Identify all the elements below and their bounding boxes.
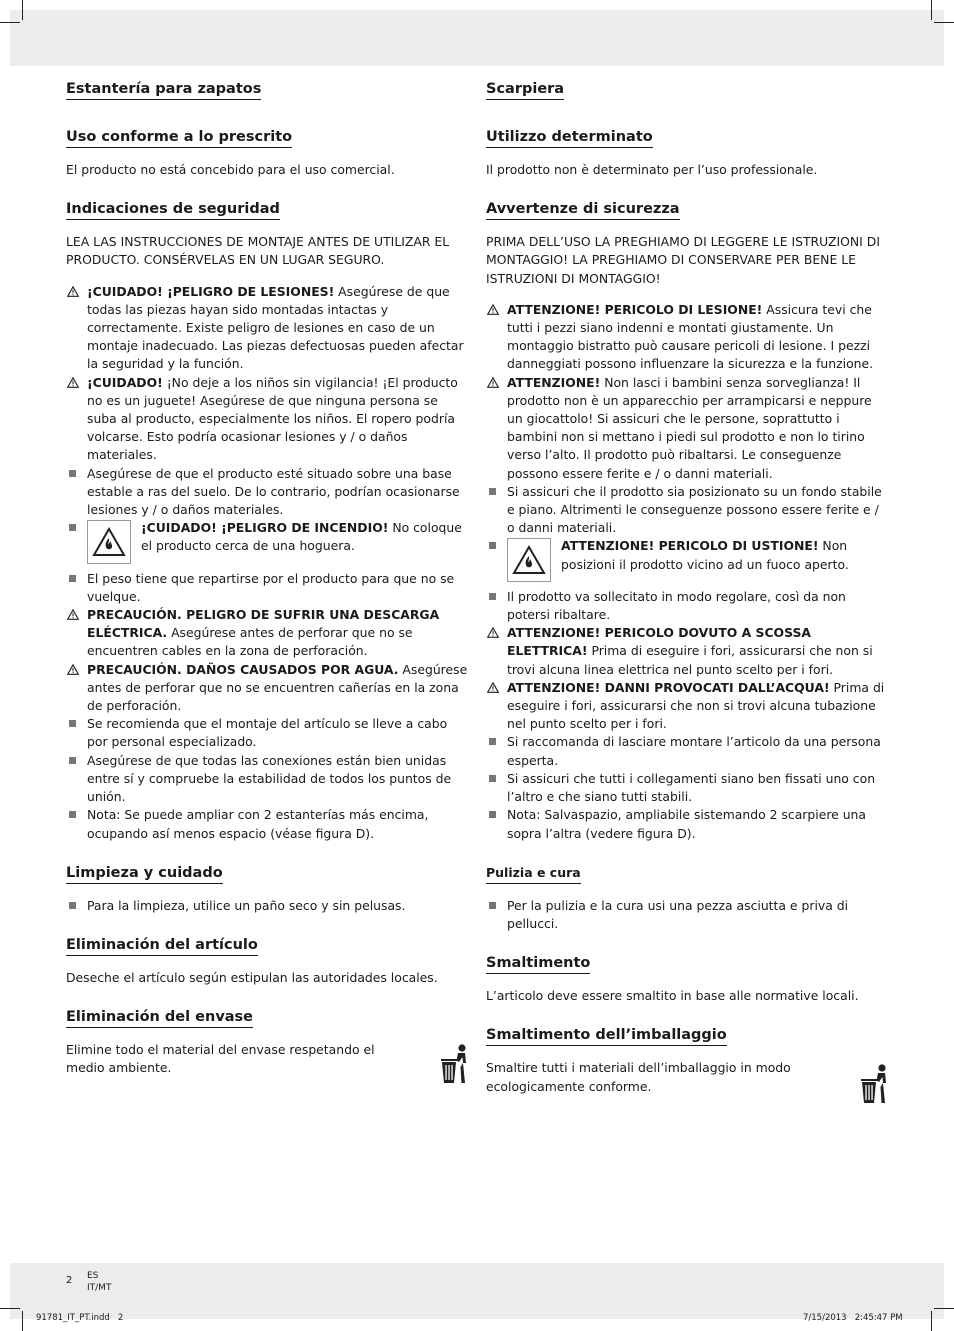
bullet-square <box>67 897 81 915</box>
warning-triangle-icon <box>67 606 81 624</box>
section-heading: Smaltimento <box>486 954 590 974</box>
list-item: ATTENZIONE! PERICOLO DOVUTO A SCOSSA ELETTRICA! Prima di eseguire i fori, assicurarsi che non si trovi alcuna linea elettrica nel punto scelto per i fori. <box>486 624 888 679</box>
section-text: L’articolo deve essere smaltito in base alle normative locali. <box>486 988 859 1004</box>
bullet-square <box>67 570 81 588</box>
language-codes <box>87 1270 111 1294</box>
crop-mark <box>0 1308 20 1309</box>
crop-mark <box>0 22 20 23</box>
section-text: El producto no está concebido para el uso comercial. <box>66 162 395 177</box>
list-item: Si assicuri che tutti i collegamenti siano ben fissati uno con l’altro e che siano tutti stabili. <box>486 770 888 806</box>
print-date: 7/15/2013 2:45:47 PM <box>803 1313 903 1323</box>
list-item: Nota: Salvaspazio, ampliabile sistemando 2 scarpiere una sopra l’altra (vedere figura D). <box>486 806 888 842</box>
bullet-square <box>487 733 501 751</box>
crop-mark <box>931 0 932 20</box>
list-item: ¡CUIDADO! ¡PELIGRO DE INCENDIO! No coloque el producto cerca de una hoguera. <box>66 519 468 569</box>
waste-bin-icon <box>858 1063 892 1105</box>
bullet-square <box>487 897 501 915</box>
section-heading: Eliminación del artículo <box>66 936 258 956</box>
warning-triangle-icon <box>67 661 81 679</box>
footer-band <box>10 1263 944 1319</box>
list-item: Si raccomanda di lasciare montare l’articolo da una persona esperta. <box>486 733 888 769</box>
section-text: Elimine todo el material del envase respetando el medio ambiente. <box>66 1042 375 1076</box>
bullet-square <box>67 519 81 537</box>
language-code: ES <box>87 1271 99 1281</box>
section-text: Il prodotto non è determinato per l’uso professionale. <box>486 162 818 177</box>
bullet-square <box>67 465 81 483</box>
safety-intro: LEA LAS INSTRUCCIONES DE MONTAJE ANTES DE UTILIZAR EL PRODUCTO. CONSÉRVELAS EN UN LUGAR SEGURO. <box>66 234 450 268</box>
section-heading: Utilizzo determinato <box>486 128 653 148</box>
list-item: Si assicuri che il prodotto sia posizionato su un fondo stabile e piano. Altrimenti le conseguenze possono essere ferite e / o danni materiali. <box>486 483 888 538</box>
bullet-square <box>67 715 81 733</box>
crop-mark <box>22 1311 23 1331</box>
list-item: ¡CUIDADO! ¡No deje a los niños sin vigilancia! ¡El producto no es un juguete! Asegúrese de que ninguna persona se suba al producto, especialmente los niños. El ropero podría volcarse. Esto podría ocasionar lesiones y / o daños materiales. <box>66 374 468 465</box>
warning-triangle-icon <box>487 624 501 642</box>
section-text: Deseche el artículo según estipulan las autoridades locales. <box>66 969 438 985</box>
product-title: Scarpiera <box>486 80 564 100</box>
crop-mark <box>934 1308 954 1309</box>
language-code: IT/MT <box>87 1283 112 1293</box>
list-item: Nota: Se puede ampliar con 2 estanterías más encima, ocupando así menos espacio (véase figura D). <box>66 806 468 842</box>
list-item: Per la pulizia e la cura usi una pezza asciutta e priva di pellucci. <box>486 897 888 933</box>
column-it <box>486 80 888 1096</box>
section-heading: Avvertenze di sicurezza <box>486 200 680 220</box>
warning-triangle-icon <box>487 679 501 697</box>
bullet-square <box>487 806 501 824</box>
section-heading: Uso conforme a lo prescrito <box>66 128 292 148</box>
bullet-square <box>487 770 501 788</box>
section-heading: Eliminación del envase <box>66 1008 253 1028</box>
section-heading: Smaltimento dell’imballaggio <box>486 1026 727 1046</box>
list-item: Para la limpieza, utilice un paño seco y sin pelusas. <box>66 897 468 915</box>
safety-list <box>66 283 468 843</box>
list-item: Il prodotto va sollecitato in modo regolare, così da non potersi ribaltare. <box>486 588 888 624</box>
section-heading: Limpieza y cuidado <box>66 864 223 884</box>
bullet-square <box>67 752 81 770</box>
list-item: Asegúrese de que el producto esté situado sobre una base estable a ras del suelo. De lo contrario, podrían ocasionarse lesiones y / o daños materiales. <box>66 465 468 520</box>
warning-triangle-icon <box>67 283 81 301</box>
cleaning-list <box>66 897 468 915</box>
print-file-slug: 91781_IT_PT.indd 2 <box>36 1313 124 1323</box>
bullet-square <box>487 537 501 555</box>
list-item: Asegúrese de que todas las conexiones están bien unidas entre sí y compruebe la estabilidad de todos los puntos de unión. <box>66 752 468 807</box>
crop-mark <box>931 1311 932 1331</box>
crop-mark <box>934 22 954 23</box>
safety-intro: PRIMA DELL’USO LA PREGHIAMO DI LEGGERE LE ISTRUZIONI DI MONTAGGIO! LA PREGHIAMO DI CONSERVARE PER BENE LE ISTRUZIONI DI MONTAGGIO! <box>486 234 880 286</box>
list-item: ¡CUIDADO! ¡PELIGRO DE LESIONES! Asegúrese de que todas las piezas hayan sido montadas intactas y correctamente. Existe peligro de lesiones en caso de un montaje inadecuado. Las piezas defectuosas pueden afectar la seguridad y la función. <box>66 283 468 374</box>
bullet-square <box>487 483 501 501</box>
safety-list <box>486 301 888 843</box>
list-item: PRECAUCIÓN. DAÑOS CAUSADOS POR AGUA. Asegúrese antes de perforar que no se encuentren cañerías en la zona de perforación. <box>66 661 468 716</box>
warning-triangle-icon <box>487 301 501 319</box>
section-heading: Indicaciones de seguridad <box>66 200 280 220</box>
list-item: Se recomienda que el montaje del artículo se lleve a cabo por personal especializado. <box>66 715 468 751</box>
cleaning-list <box>486 897 888 933</box>
header-band <box>10 10 944 66</box>
warning-triangle-icon <box>487 374 501 392</box>
list-item: ATTENZIONE! Non lasci i bambini senza sorveglianza! Il prodotto non è un apparecchio per arrampicarsi e neppure un giocattolo! Si assicuri che le persone, soprattutto i bambini non si mettano i piedi sul prodotto e non lo tirino verso l’alto. Il prodotto può ribaltarsi. Le conseguenze possono essere ferite e / o danni materiali. <box>486 374 888 483</box>
product-title: Estantería para zapatos <box>66 80 261 100</box>
bullet-square <box>487 588 501 606</box>
fire-hazard-icon <box>87 520 131 564</box>
list-item: ATTENZIONE! PERICOLO DI USTIONE! Non posizioni il prodotto vicino ad un fuoco aperto. <box>486 537 888 587</box>
list-item: ATTENZIONE! DANNI PROVOCATI DALL’ACQUA! Prima di eseguire i fori, assicurarsi che non si trovi alcuna tubazione nel punto scelto per i fori. <box>486 679 888 734</box>
waste-bin-icon <box>438 1043 472 1085</box>
bullet-square <box>67 806 81 824</box>
fire-hazard-icon <box>507 538 551 582</box>
warning-triangle-icon <box>67 374 81 392</box>
column-es <box>66 80 468 1078</box>
list-item: PRECAUCIÓN. PELIGRO DE SUFRIR UNA DESCARGA ELÉCTRICA. Asegúrese antes de perforar que no se encuentren cables en la zona de perforación. <box>66 606 468 661</box>
list-item: ATTENZIONE! PERICOLO DI LESIONE! Assicura tevi che tutti i pezzi siano indenni e montati giustamente. Un montaggio bistratto può causare pericoli di lesione. I pezzi danneggiati possono influenzare la sicurezza e la funzione. <box>486 301 888 374</box>
list-item: El peso tiene que repartirse por el producto para que no se vuelque. <box>66 570 468 606</box>
crop-mark <box>22 0 23 20</box>
section-heading: Pulizia e cura <box>486 864 581 884</box>
page-number: 2 <box>66 1275 73 1286</box>
section-text: Smaltire tutti i materiali dell’imballaggio in modo ecologicamente conforme. <box>486 1060 791 1094</box>
